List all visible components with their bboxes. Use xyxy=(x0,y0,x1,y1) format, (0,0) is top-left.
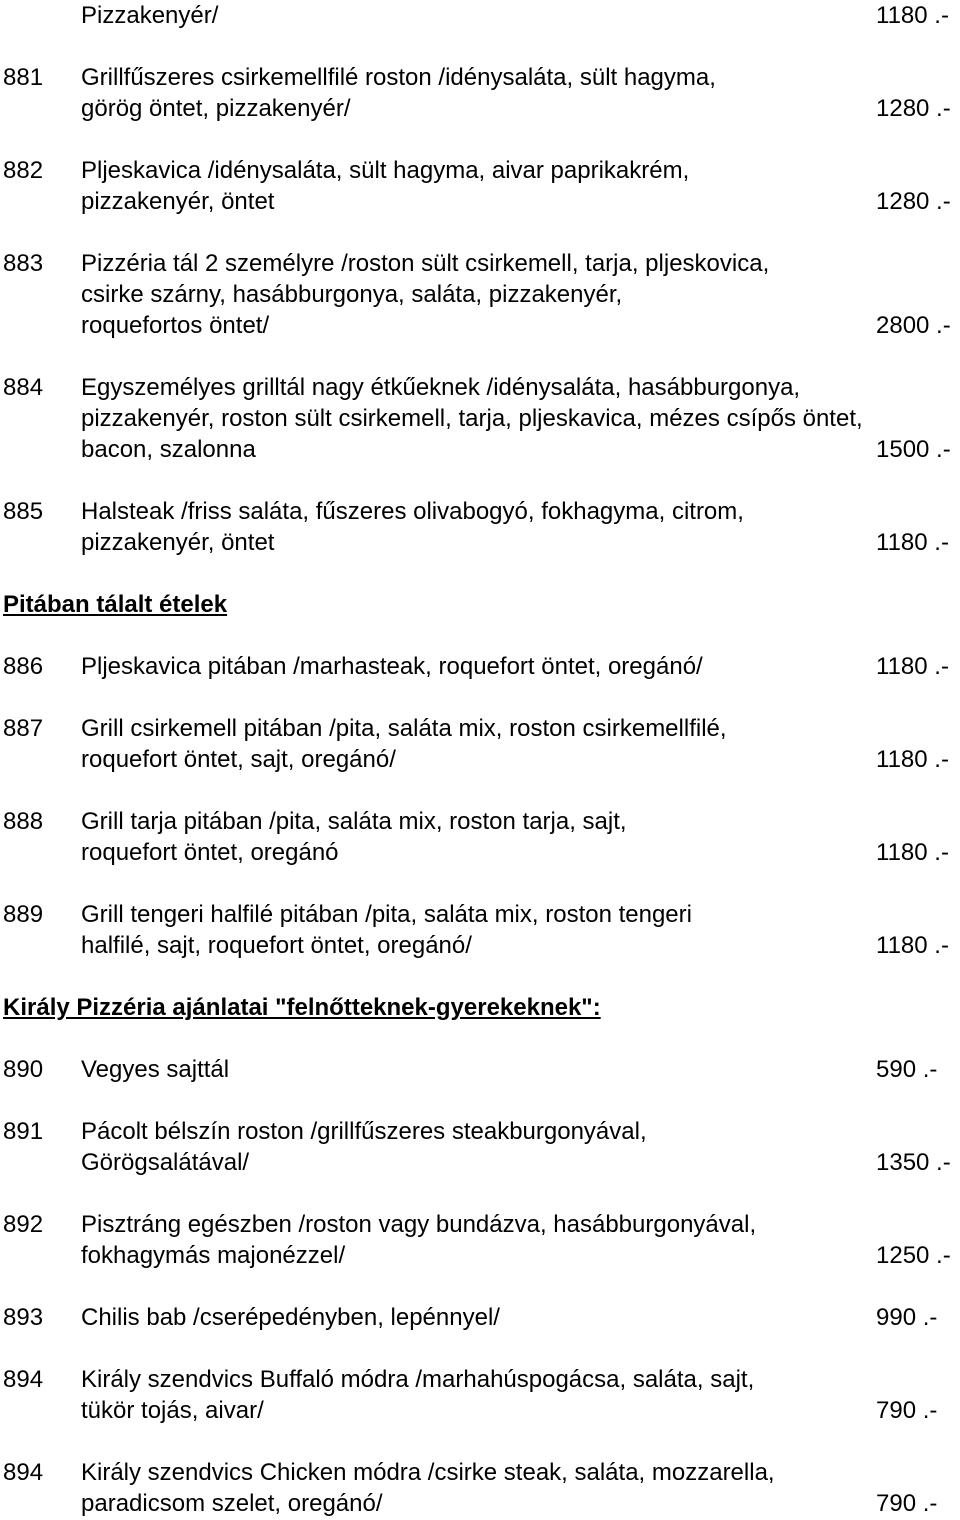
item-description: roquefortos öntet/ xyxy=(81,312,270,339)
item-price: 1350 .- xyxy=(876,1149,951,1176)
item-description: Grill csirkemell pitában /pita, saláta mix, roston csirkemellfilé, xyxy=(81,715,727,742)
item-description: pizzakenyér, roston sült csirkemell, tarja, pljeskavica, mézes csípős öntet, xyxy=(81,405,863,432)
item-number: 881 xyxy=(3,64,44,91)
item-description: Halsteak /friss saláta, fűszeres olivabogyó, fokhagyma, citrom, xyxy=(81,498,744,525)
item-number: 890 xyxy=(3,1056,44,1083)
item-description: Pizzéria tál 2 személyre /roston sült csirkemell, tarja, pljeskovica, xyxy=(81,250,770,277)
item-description: roquefort öntet, oregánó xyxy=(81,839,339,866)
item-description: Grill tengeri halfilé pitában /pita, saláta mix, roston tengeri xyxy=(81,901,692,928)
item-price: 1280 .- xyxy=(876,188,951,215)
item-description: Egyszemélyes grilltál nagy étkűeknek /idénysaláta, hasábburgonya, xyxy=(81,374,801,401)
item-number: 889 xyxy=(3,901,44,928)
item-description: Pácolt bélszín roston /grillfűszeres steakburgonyával, xyxy=(81,1118,647,1145)
item-description: Pljeskavica pitában /marhasteak, roquefort öntet, oregánó/ xyxy=(81,653,703,680)
item-price: 1180 .- xyxy=(876,529,949,556)
item-description: csirke szárny, hasábburgonya, saláta, pizzakenyér, xyxy=(81,281,623,308)
item-description: tükör tojás, aivar/ xyxy=(81,1397,264,1424)
item-description: Pisztráng egészben /roston vagy bundázva, hasábburgonyával, xyxy=(81,1211,757,1238)
item-description: Grillfűszeres csirkemellfilé roston /idénysaláta, sült hagyma, xyxy=(81,64,716,91)
item-description: pizzakenyér, öntet xyxy=(81,188,275,215)
item-price: 1180 .- xyxy=(876,932,949,959)
item-description: Görögsalátával/ xyxy=(81,1149,250,1176)
section-heading-offers: Király Pizzéria ajánlatai "felnőtteknek-gyerekeknek": xyxy=(3,994,601,1021)
item-price: 1180 .- xyxy=(876,653,949,680)
item-price: 790 .- xyxy=(876,1397,938,1424)
item-price: 590 .- xyxy=(876,1056,938,1083)
intro-text: Pizzakenyér/ xyxy=(81,2,219,29)
item-price: 1280 .- xyxy=(876,95,951,122)
item-description: bacon, szalonna xyxy=(81,436,256,463)
item-number: 884 xyxy=(3,374,44,401)
item-description: pizzakenyér, öntet xyxy=(81,529,275,556)
item-description: görög öntet, pizzakenyér/ xyxy=(81,95,351,122)
intro-price: 1180 .- xyxy=(876,2,949,29)
item-price: 2800 .- xyxy=(876,312,951,339)
item-description: fokhagymás majonézzel/ xyxy=(81,1242,346,1269)
item-price: 1250 .- xyxy=(876,1242,951,1269)
item-number: 891 xyxy=(3,1118,44,1145)
item-number: 888 xyxy=(3,808,44,835)
item-price: 790 .- xyxy=(876,1490,938,1517)
item-description: Király szendvics Buffaló módra /marhahúspogácsa, saláta, sajt, xyxy=(81,1366,755,1393)
item-price: 1180 .- xyxy=(876,746,949,773)
item-number: 894 xyxy=(3,1459,44,1486)
item-number: 882 xyxy=(3,157,44,184)
item-description: roquefort öntet, sajt, oregánó/ xyxy=(81,746,396,773)
item-price: 990 .- xyxy=(876,1304,938,1331)
item-description: paradicsom szelet, oregánó/ xyxy=(81,1490,383,1517)
item-number: 893 xyxy=(3,1304,44,1331)
section-heading-pita: Pitában tálalt ételek xyxy=(3,591,228,618)
item-number: 886 xyxy=(3,653,44,680)
item-description: Király szendvics Chicken módra /csirke steak, saláta, mozzarella, xyxy=(81,1459,775,1486)
item-number: 892 xyxy=(3,1211,44,1238)
item-description: Grill tarja pitában /pita, saláta mix, roston tarja, sajt, xyxy=(81,808,627,835)
item-number: 885 xyxy=(3,498,44,525)
item-description: halfilé, sajt, roquefort öntet, oregánó/ xyxy=(81,932,472,959)
item-description: Pljeskavica /idénysaláta, sült hagyma, aivar paprikakrém, xyxy=(81,157,690,184)
item-number: 883 xyxy=(3,250,44,277)
item-price: 1180 .- xyxy=(876,839,949,866)
item-description: Chilis bab /cserépedényben, lepénnyel/ xyxy=(81,1304,500,1331)
item-number: 887 xyxy=(3,715,44,742)
item-number: 894 xyxy=(3,1366,44,1393)
item-description: Vegyes sajttál xyxy=(81,1056,230,1083)
item-price: 1500 .- xyxy=(876,436,951,463)
